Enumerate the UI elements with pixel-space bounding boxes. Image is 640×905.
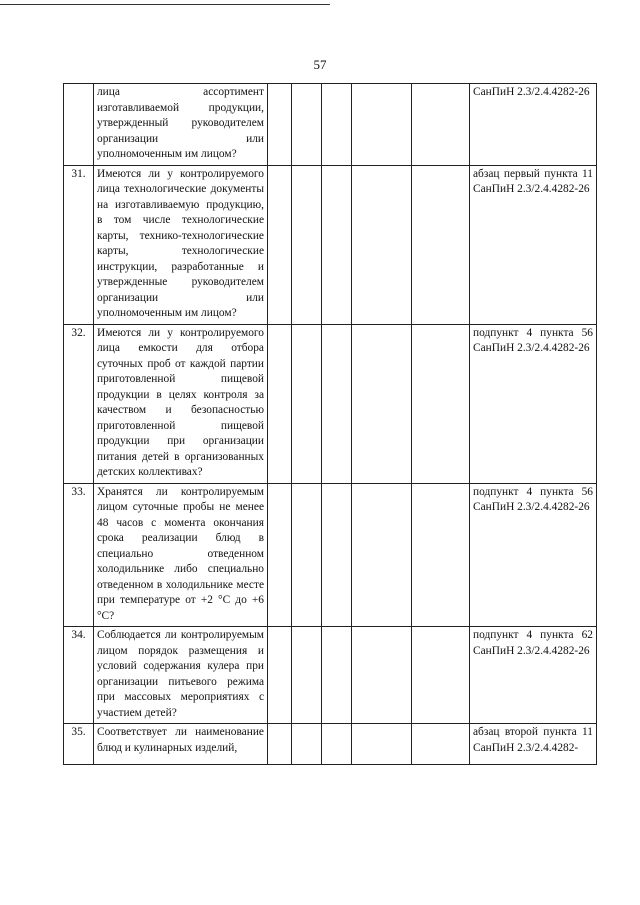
question-text: Хранятся ли контролируемым лицом суточные пробы не менее 48 часов с момента окончания срока реализации блюд в специально отведенном холодильнике либо специально отведенном в холодильнике месте при температуре от +2 °C до +6 °C? bbox=[94, 483, 268, 627]
empty-cell bbox=[292, 627, 322, 724]
table-row bbox=[64, 627, 597, 724]
top-rule bbox=[0, 4, 330, 5]
reference-text: подпункт 4 пункта 56 СанПиН 2.3/2.4.4282-26 bbox=[470, 324, 597, 483]
empty-cell bbox=[322, 627, 352, 724]
empty-cell bbox=[268, 627, 292, 724]
page-number: 57 bbox=[313, 57, 327, 72]
reference-text: подпункт 4 пункта 56 СанПиН 2.3/2.4.4282-26 bbox=[470, 483, 597, 627]
row-number: 33. bbox=[64, 483, 94, 627]
row-number bbox=[64, 84, 94, 166]
empty-cell bbox=[412, 84, 470, 166]
empty-cell bbox=[352, 627, 412, 724]
empty-cell bbox=[352, 724, 412, 765]
empty-cell bbox=[412, 724, 470, 765]
empty-cell bbox=[352, 324, 412, 483]
table-row bbox=[64, 724, 597, 765]
reference-text: подпункт 4 пункта 62 СанПиН 2.3/2.4.4282-26 bbox=[470, 627, 597, 724]
empty-cell bbox=[268, 84, 292, 166]
table-row bbox=[64, 483, 597, 627]
checklist-table bbox=[63, 83, 597, 765]
table-row bbox=[64, 84, 597, 166]
table-row bbox=[64, 324, 597, 483]
empty-cell bbox=[268, 165, 292, 324]
row-number: 32. bbox=[64, 324, 94, 483]
empty-cell bbox=[412, 627, 470, 724]
empty-cell bbox=[412, 483, 470, 627]
empty-cell bbox=[268, 724, 292, 765]
empty-cell bbox=[322, 724, 352, 765]
empty-cell bbox=[322, 324, 352, 483]
empty-cell bbox=[352, 84, 412, 166]
reference-text: СанПиН 2.3/2.4.4282-26 bbox=[470, 84, 597, 166]
empty-cell bbox=[412, 165, 470, 324]
empty-cell bbox=[292, 324, 322, 483]
reference-text: абзац второй пункта 11 СанПиН 2.3/2.4.4282- bbox=[470, 724, 597, 765]
empty-cell bbox=[292, 724, 322, 765]
empty-cell bbox=[292, 165, 322, 324]
empty-cell bbox=[322, 483, 352, 627]
reference-text: абзац первый пункта 11 СанПиН 2.3/2.4.4282-26 bbox=[470, 165, 597, 324]
empty-cell bbox=[352, 483, 412, 627]
empty-cell bbox=[292, 483, 322, 627]
question-text: Имеются ли у контролируемого лица технологические документы на изготавливаемую продукцию, в том числе технологические карты, технико-технологические карты, технологические инструкции, разработанные и утвержденные руководителем организации или уполномоченным им лицом? bbox=[94, 165, 268, 324]
empty-cell bbox=[268, 324, 292, 483]
table-row bbox=[64, 165, 597, 324]
empty-cell bbox=[352, 165, 412, 324]
question-text: Имеются ли у контролируемого лица емкости для отбора суточных проб от каждой партии приготовленной пищевой продукции в целях контроля за качеством и безопасностью приготовленной пищевой продукции при организации питания детей в организованных детских коллективах? bbox=[94, 324, 268, 483]
empty-cell bbox=[322, 165, 352, 324]
question-text: Соблюдается ли контролируемым лицом порядок размещения и условий содержания кулера при организации питьевого режима при массовых мероприятиях с участием детей? bbox=[94, 627, 268, 724]
row-number: 35. bbox=[64, 724, 94, 765]
row-number: 34. bbox=[64, 627, 94, 724]
empty-cell bbox=[292, 84, 322, 166]
row-number: 31. bbox=[64, 165, 94, 324]
question-text: лица ассортимент изготавливаемой продукции, утвержденный руководителем организации или уполномоченным им лицом? bbox=[94, 84, 268, 166]
empty-cell bbox=[268, 483, 292, 627]
empty-cell bbox=[322, 84, 352, 166]
question-text: Соответствует ли наименование блюд и кулинарных изделий, bbox=[94, 724, 268, 765]
empty-cell bbox=[412, 324, 470, 483]
